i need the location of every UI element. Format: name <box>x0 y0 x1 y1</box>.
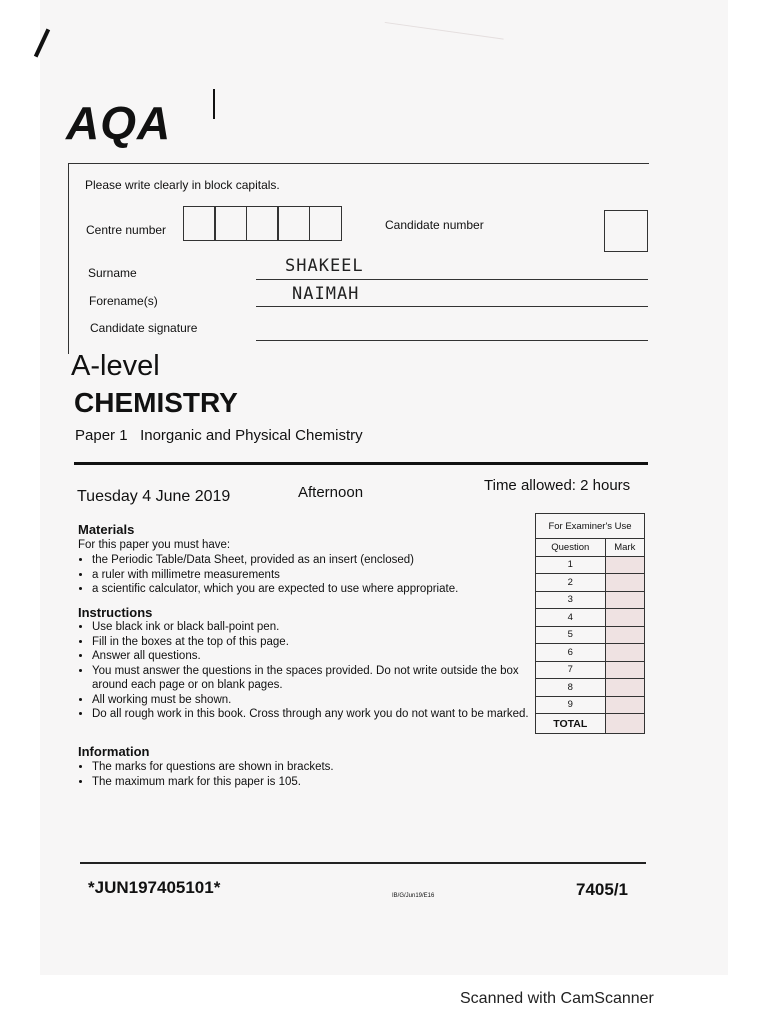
table-row <box>536 714 645 734</box>
list-item: • Answer all questions. <box>92 649 532 664</box>
barcode-text: *JUN197405101* <box>88 878 221 897</box>
centre-digit-box <box>246 206 279 241</box>
question-number: 1 <box>536 556 606 574</box>
question-number: 2 <box>536 574 606 592</box>
question-number: 5 <box>536 626 606 644</box>
centre-digit-box <box>214 206 247 241</box>
paper-number: Paper 1 <box>75 427 128 444</box>
surname-line <box>256 279 648 280</box>
table-row <box>536 556 645 574</box>
mark-cell <box>605 609 644 627</box>
table-row <box>536 644 645 662</box>
table-row <box>536 679 645 697</box>
list-item: • The maximum mark for this paper is 105. <box>92 775 532 790</box>
signature-label: Candidate signature <box>90 321 198 335</box>
mark-cell <box>605 626 644 644</box>
examiner-table-title: For Examiner's Use <box>536 514 645 539</box>
materials-list <box>78 553 532 597</box>
table-row <box>536 626 645 644</box>
paper-heading <box>75 427 363 444</box>
instructions-heading: Instructions <box>78 605 153 620</box>
surname-label: Surname <box>88 266 137 280</box>
mark-cell <box>605 696 644 714</box>
examiner-use-table <box>535 513 645 734</box>
information-heading: Information <box>78 744 150 759</box>
list-item: • You must answer the questions in the spaces provided. Do not write outside the box around each page or on blank pages. <box>92 664 532 693</box>
table-row <box>536 609 645 627</box>
question-column-header: Question <box>536 539 606 557</box>
mark-cell <box>605 679 644 697</box>
candidate-number-label: Candidate number <box>385 218 484 232</box>
exam-date: Tuesday 4 June 2019 <box>77 488 231 505</box>
heading-rule <box>74 462 648 465</box>
list-item: • The marks for questions are shown in brackets. <box>92 760 532 775</box>
footer-rule <box>80 862 646 864</box>
instructions-list <box>78 620 532 722</box>
question-number: 7 <box>536 661 606 679</box>
signature-line <box>256 340 648 341</box>
list-item: • Fill in the boxes at the top of this page. <box>92 635 532 650</box>
mark-column-header: Mark <box>605 539 644 557</box>
total-mark-cell <box>605 714 644 734</box>
aqa-logo: AQA <box>66 97 172 149</box>
list-item: • All working must be shown. <box>92 693 532 708</box>
table-row <box>536 661 645 679</box>
table-row <box>536 591 645 609</box>
forename-line <box>256 306 648 307</box>
forename-label: Forename(s) <box>89 294 158 308</box>
question-number: 3 <box>536 591 606 609</box>
list-item: • Use black ink or black ball-point pen. <box>92 620 532 635</box>
exam-session: Afternoon <box>298 484 364 501</box>
table-row <box>536 696 645 714</box>
total-label: TOTAL <box>536 714 606 734</box>
mark-cell <box>605 574 644 592</box>
list-item: • Do all rough work in this book. Cross through any work you do not want to be marked. <box>92 707 532 722</box>
list-item: • a ruler with millimetre measurements <box>92 568 532 583</box>
document-reference: IB/G/Jun19/E16 <box>392 893 435 899</box>
paper-title: Inorganic and Physical Chemistry <box>140 427 363 444</box>
mark-cell <box>605 591 644 609</box>
materials-heading: Materials <box>78 522 135 537</box>
centre-digit-box <box>277 206 310 241</box>
mark-cell <box>605 661 644 679</box>
centre-digit-box <box>309 206 342 241</box>
mark-cell <box>605 556 644 574</box>
mark-cell <box>605 644 644 662</box>
logo-divider <box>213 89 215 119</box>
forename-value: NAIMAH <box>292 284 360 304</box>
exam-subject: CHEMISTRY <box>74 387 238 418</box>
centre-digit-box <box>183 206 216 241</box>
centre-number-label: Centre number <box>86 223 167 237</box>
surname-value: SHAKEEL <box>285 256 364 276</box>
block-capitals-note: Please write clearly in block capitals. <box>85 178 280 192</box>
question-number: 4 <box>536 609 606 627</box>
paper-code: 7405/1 <box>576 880 628 899</box>
question-number: 6 <box>536 644 606 662</box>
scanner-watermark: Scanned with CamScanner <box>460 990 654 1007</box>
information-list <box>78 760 532 789</box>
list-item: • the Periodic Table/Data Sheet, provided as an insert (enclosed) <box>92 553 532 568</box>
list-item: • a scientific calculator, which you are expected to use where appropriate. <box>92 582 532 597</box>
question-number: 9 <box>536 696 606 714</box>
exam-level: A-level <box>71 350 160 382</box>
time-allowed: Time allowed: 2 hours <box>484 477 631 494</box>
question-number: 8 <box>536 679 606 697</box>
materials-intro: For this paper you must have: <box>78 539 231 551</box>
candidate-number-box <box>604 210 648 252</box>
table-row <box>536 574 645 592</box>
centre-number-boxes <box>184 206 342 241</box>
